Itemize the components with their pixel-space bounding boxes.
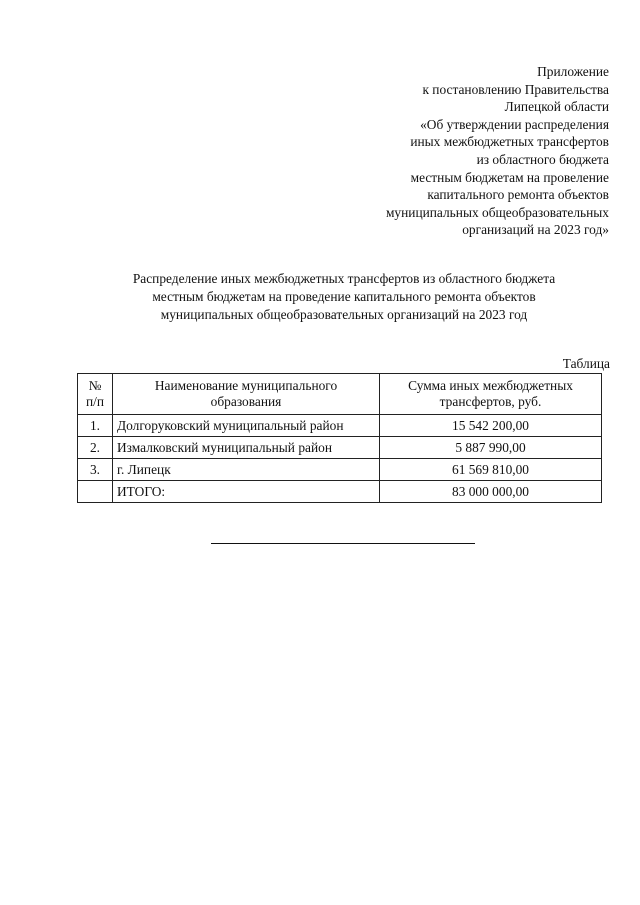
appendix-block <box>386 63 609 239</box>
document-title <box>64 270 624 324</box>
appendix-line: к постановлению Правительства <box>422 81 609 97</box>
appendix-line: организаций на 2023 год» <box>462 222 609 238</box>
row-amount: 15 542 200,00 <box>380 415 602 437</box>
table-row <box>78 459 602 481</box>
row-number: 1. <box>78 415 113 437</box>
header-amount-line2: трансфертов, руб. <box>439 394 542 409</box>
header-municipality-line1: Наименование муниципального <box>154 378 338 393</box>
header-municipality-line2: образования <box>210 394 282 409</box>
table-row <box>78 437 602 459</box>
table-row <box>78 415 602 437</box>
table-caption: Таблица <box>562 356 610 371</box>
header-number <box>78 374 113 415</box>
header-amount <box>380 374 602 415</box>
appendix-line: муниципальных общеобразовательных <box>385 204 609 220</box>
total-number <box>78 481 113 503</box>
end-divider <box>211 543 475 544</box>
header-number-line2: п/п <box>85 394 105 409</box>
appendix-line: иных межбюджетных трансфертов <box>410 134 609 150</box>
appendix-line: капитального ремонта объектов <box>427 187 609 203</box>
table-header-row <box>78 374 602 415</box>
row-amount: 5 887 990,00 <box>380 437 602 459</box>
row-municipality: Долгоруковский муниципальный район <box>113 415 380 437</box>
header-amount-line1: Сумма иных межбюджетных <box>408 378 573 393</box>
row-amount: 61 569 810,00 <box>380 459 602 481</box>
appendix-line: Приложение <box>537 64 609 79</box>
appendix-line: местным бюджетам на провеление <box>410 169 609 185</box>
total-amount: 83 000 000,00 <box>380 481 602 503</box>
total-label: ИТОГО: <box>113 481 380 503</box>
title-line: муниципальных общеобразовательных организаций на 2023 год <box>160 307 528 322</box>
title-line: Распределение иных межбюджетных трансфертов из областного бюджета <box>132 271 556 286</box>
title-line: местным бюджетам на проведение капитального ремонта объектов <box>152 289 536 304</box>
table-total-row <box>78 481 602 503</box>
distribution-table <box>77 373 602 503</box>
row-number: 2. <box>78 437 113 459</box>
appendix-line: «Об утверждении распределения <box>420 116 609 132</box>
appendix-line: Липецкой области <box>504 99 609 115</box>
row-municipality: Измалковский муниципальный район <box>113 437 380 459</box>
row-municipality: г. Липецк <box>113 459 380 481</box>
header-number-line1: № <box>88 378 102 393</box>
header-municipality <box>113 374 380 415</box>
row-number: 3. <box>78 459 113 481</box>
appendix-line: из областного бюджета <box>476 151 609 167</box>
